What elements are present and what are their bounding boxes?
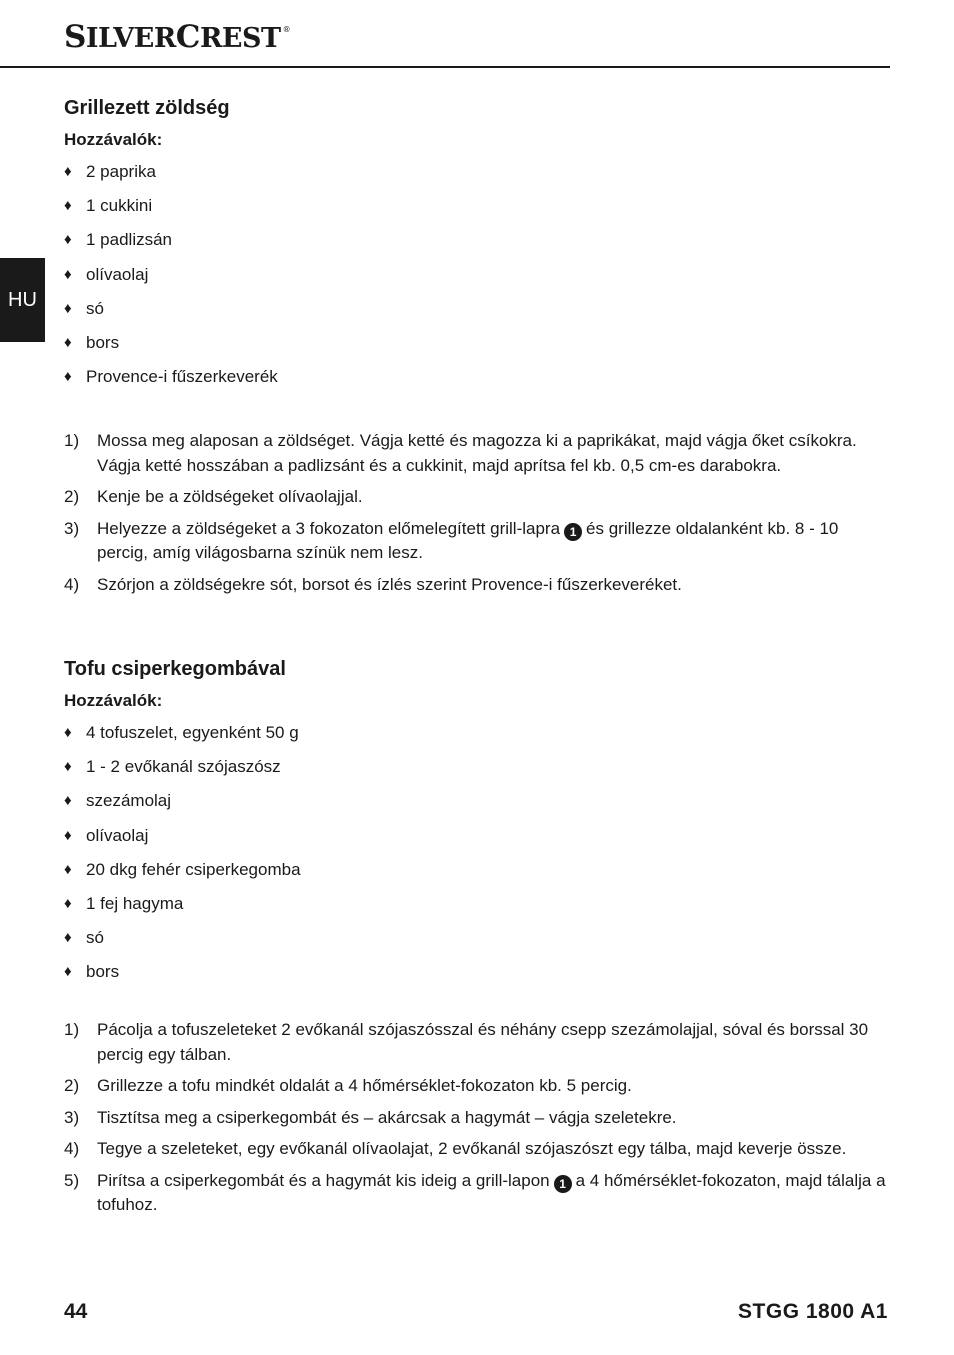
recipe-tofu-mushroom-steps [64,1018,894,1225]
diamond-bullet-icon: ♦ [64,894,72,912]
ingredients-heading: Hozzávalók: [64,691,163,710]
diamond-bullet-icon: ♦ [64,333,72,351]
diamond-bullet-icon: ♦ [64,758,72,776]
step-item: 5) Pirítsa a csiperkegombát és a hagymát kis ideig a grill-lapon 1 a 4 hőmérséklet-fokozaton, majd tálalja a tofuhoz. [64,1170,886,1214]
steps-list [64,1018,894,1218]
list-item: ♦ só [64,928,104,948]
list-item: ♦ 1 cukkini [64,196,153,216]
diamond-bullet-icon: ♦ [64,724,72,741]
list-item: ♦ 4 tofuszelet, egyenként 50 g [64,723,299,742]
step-item: 4) Szórjon a zöldségekre sót, borsot és ízlés szerint Provence-i fűszerkeveréket. [64,574,682,594]
diamond-bullet-icon: ♦ [64,860,72,878]
list-item: ♦ olívaolaj [64,264,149,284]
list-item: ♦ só [64,298,104,318]
list-item: ♦ bors [64,332,120,352]
language-label: HU [8,288,37,311]
step-item: 3) Tisztítsa meg a csiperkegombát és – akárcsak a hagymát – vágja szeletekre. [64,1107,677,1127]
recipe-tofu-mushroom [64,657,894,997]
diamond-bullet-icon: ♦ [64,929,72,947]
list-item: ♦ 20 dkg fehér csiperkegomba [64,859,301,879]
step-item: 2) Kenje be a zöldségeket olívaolajjal. [64,487,363,506]
diamond-bullet-icon: ♦ [64,163,72,180]
ingredients-list [64,162,894,401]
list-item: ♦ Provence-i fűszerkeverék [64,367,278,387]
diamond-bullet-icon: ♦ [64,963,72,981]
brand-logo: SILVERCREST ® [64,19,291,55]
diamond-bullet-icon: ♦ [64,231,72,249]
steps-list [64,429,894,597]
diamond-bullet-icon: ♦ [64,299,72,317]
list-item: ♦ olívaolaj [64,825,149,845]
step-item: 2) Grillezze a tofu mindkét oldalát a 4 hőmérséklet-fokozaton kb. 5 percig. [64,1076,632,1095]
grill-plate-reference-icon: 1 [554,1175,572,1193]
step-item: 3) Helyezze a zöldségeket a 3 fokozaton előmelegített grill-lapra 1 és grillezze oldalanként kb. 8 - 10 percig, amíg világosbarna színük nem lesz. [64,518,839,562]
recipe-title: Tofu csiperkegombával [64,658,286,680]
page-number: 44 [64,1300,88,1323]
list-item: ♦ bors [64,962,120,982]
list-item: ♦ 1 padlizsán [64,230,173,250]
list-item: ♦ 1 - 2 evőkanál szójaszósz [64,757,281,777]
list-item: ♦ szezámolaj [64,791,172,811]
list-item: ♦ 2 paprika [64,162,156,181]
diamond-bullet-icon: ♦ [64,792,72,810]
step-item: 4) Tegye a szeleteket, egy evőkanál olívaolajat, 2 evőkanál szójaszószt egy tálba, majd keverje össze. [64,1139,847,1158]
list-item: ♦ 1 fej hagyma [64,893,184,913]
diamond-bullet-icon: ♦ [64,826,72,844]
step-item: 1) Pácolja a tofuszeleteket 2 evőkanál szójaszósszal és néhány csepp szezámolajjal, sóval és borssal 30 percig egy tálban. [64,1020,869,1064]
model-number: STGG 1800 A1 [738,1300,888,1323]
recipe-title: Grillezett zöldség [64,97,230,119]
language-tab [0,258,45,342]
recipe-grilled-vegetables-steps [64,429,894,604]
recipe-grilled-vegetables [64,96,894,401]
ingredients-heading: Hozzávalók: [64,130,163,149]
diamond-bullet-icon: ♦ [64,265,72,283]
diamond-bullet-icon: ♦ [64,368,72,386]
diamond-bullet-icon: ♦ [64,197,72,215]
step-item: 1) Mossa meg alaposan a zöldséget. Vágja ketté és magozza ki a paprikákat, majd vágja őket csíkokra. Vágja ketté hosszában a padlizsánt és a cukkinit, majd aprítsa fel kb. 0,5 cm-es darabokra. [64,431,857,475]
ingredients-list [64,723,894,997]
grill-plate-reference-icon: 1 [564,523,582,541]
header-divider [0,66,890,68]
